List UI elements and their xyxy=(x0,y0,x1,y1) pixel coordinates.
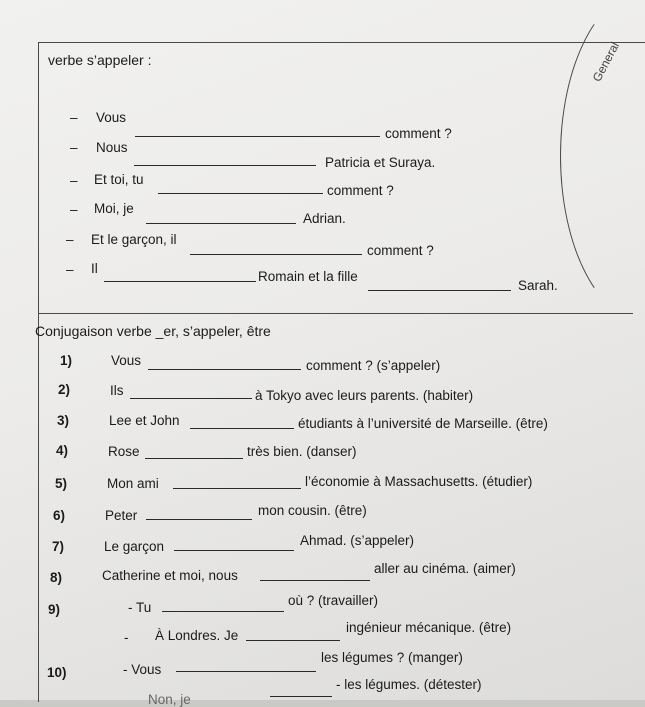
answer-blank[interactable] xyxy=(174,550,294,551)
answer-blank[interactable] xyxy=(158,193,323,194)
answer-blank[interactable] xyxy=(190,428,294,429)
answer-blank[interactable] xyxy=(270,696,332,697)
answer-blank[interactable] xyxy=(134,165,316,166)
answer-blank[interactable] xyxy=(146,519,252,520)
answer-blank[interactable] xyxy=(145,458,243,459)
frame-right-curve xyxy=(560,0,645,322)
section1-title: verbe s’appeler : xyxy=(48,52,152,68)
answer-blank[interactable] xyxy=(148,369,301,370)
worksheet-page: General verbe s’appeler : – Vous comment ? – Nous Patricia et Suraya. – Et toi, tu comment ? – Moi, je Adrian. – Et le garçon, il comment ? – Il Romain et la fille Sarah. Conjugaison verbe _er, s’appeler, être 1) Vous comment ? (s’appeler) 2) Ils à Tokyo avec leurs parents. (habiter) 3) Lee et John étudiants à l’université de Marseille. (être) 4) Rose très bien. (danser) 5) Mon ami l’économie à Massachusetts. (étudier) 6) Peter mon cousin. (être) 7) Le garçon Ahmad. (s’appeler) 8) Catherine et moi, nous aller au cinéma. (aimer) 9) - Tu où ? (travailler) - À Londres. Je ingénieur mécanique. (être) 10) - Vous les légumes ? (manger) Non, je - les légumes. (détester) xyxy=(0,0,645,700)
frame-left-rule xyxy=(38,42,39,702)
section-divider xyxy=(38,313,633,314)
frame-top-rule xyxy=(38,42,645,43)
general-tag: General xyxy=(589,39,623,84)
section2-title: Conjugaison verbe _er, s’appeler, être xyxy=(35,323,271,339)
answer-blank[interactable] xyxy=(135,136,380,137)
answer-blank[interactable] xyxy=(190,254,362,255)
answer-blank[interactable] xyxy=(162,611,284,612)
answer-blank[interactable] xyxy=(246,640,340,641)
answer-blank[interactable] xyxy=(146,223,296,224)
answer-blank[interactable] xyxy=(176,671,316,672)
answer-blank[interactable] xyxy=(104,281,256,282)
answer-blank[interactable] xyxy=(260,580,370,581)
answer-blank[interactable] xyxy=(368,290,511,291)
answer-blank[interactable] xyxy=(130,398,252,399)
answer-blank[interactable] xyxy=(173,488,301,489)
